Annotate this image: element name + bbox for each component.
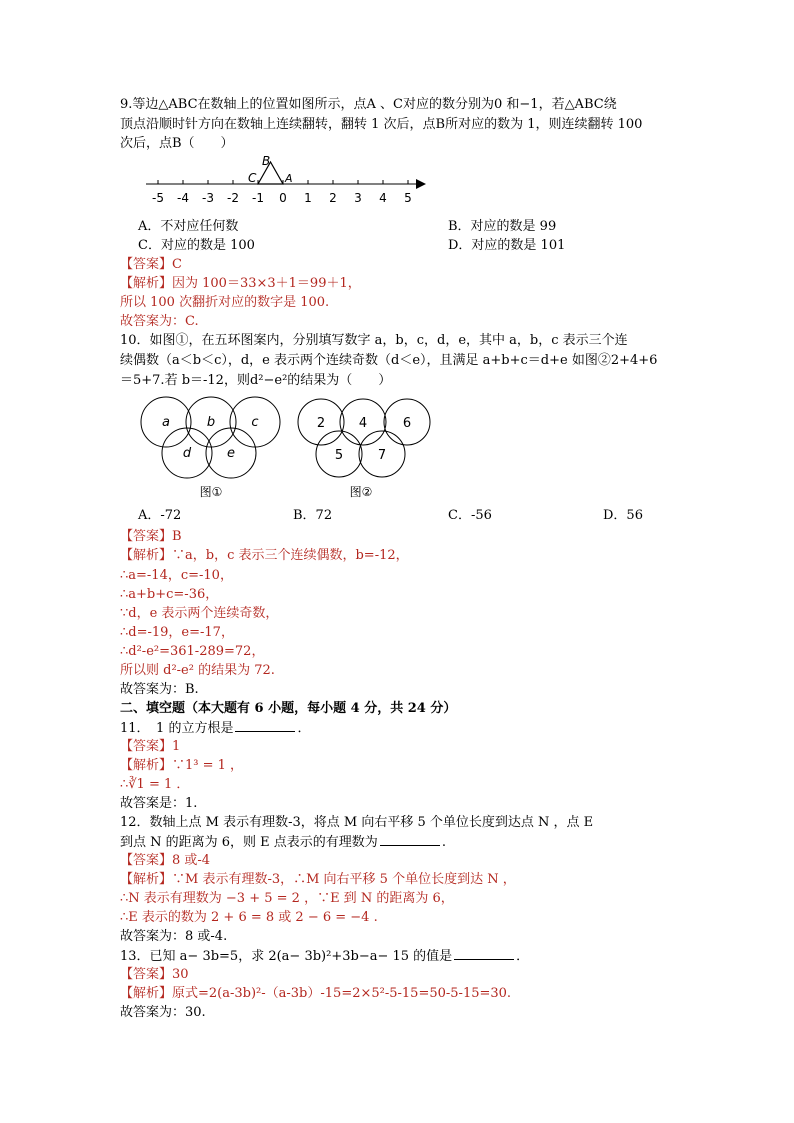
number-line-tick-label: -5 xyxy=(152,191,164,205)
q12-explanation-2: ∴N 表示有理数为 −3 + 5 = 2 ，∵E 到 N 的距离为 6， xyxy=(120,891,454,906)
svg-text:d: d xyxy=(182,446,192,461)
q13-explanation-2: 故答案为：30. xyxy=(120,1005,206,1020)
number-line-tick-label: -1 xyxy=(252,191,264,205)
q10-option-a: A．-72 xyxy=(138,508,182,523)
q11-explanation-1: 【解析】∵1³ = 1 ， xyxy=(120,758,244,773)
q10-explanation-8: 故答案为：B. xyxy=(120,682,199,697)
q9-explanation-1: 【解析】因为 100＝33×3＋1＝99＋1， xyxy=(120,276,361,291)
q10-stem-line1: 10．如图①，在五环图案内，分别填写数字 a，b，c，d，e，其中 a，b，c 表示三个连 xyxy=(120,333,628,348)
section-heading-fill-in: 二、填空题（本大题有 6 小题，每小题 4 分，共 24 分） xyxy=(120,701,457,716)
point-c-label: C xyxy=(248,171,257,185)
q13-answer: 【答案】30 xyxy=(120,967,189,982)
q9-stem-line1: 9.等边△ABC在数轴上的位置如图所示，点A 、C对应的数分别为0 和−1，若△ABC绕 xyxy=(120,97,617,112)
q9-option-b: B．对应的数是 99 xyxy=(448,219,557,234)
number-line-tick-label: 5 xyxy=(404,191,412,205)
svg-text:2: 2 xyxy=(316,416,326,431)
q10-explanation-6: ∴d²-e²=361-289=72， xyxy=(120,644,265,659)
number-line-tick-label: 0 xyxy=(279,191,287,205)
q10-stem-line3: ＝5+7.若 b＝-12，则d²−e²的结果为（ ） xyxy=(120,373,392,388)
q9-explanation-3: 故答案为：C. xyxy=(120,314,199,329)
q10-option-d: D．56 xyxy=(603,508,643,523)
q13-explanation-1: 【解析】原式=2(a-3b)²-（a-3b）-15=2×5²-5-15=50-5-15=30. xyxy=(120,986,512,1001)
q11-answer: 【答案】1 xyxy=(120,739,181,754)
q11-explanation-2: ∴∛1 = 1 ． xyxy=(120,777,190,792)
svg-text:c: c xyxy=(251,415,259,430)
q9-stem-line3: 次后，点B（ ） xyxy=(120,136,234,151)
q10-explanation-2: ∴a=-14，c=-10， xyxy=(120,568,233,583)
q12-explanation-4: 故答案为：8 或-4. xyxy=(120,929,228,944)
q10-figure-1-rings xyxy=(138,396,288,506)
q13-stem: 13．已知 a− 3b=5，求 2(a− 3b)²+3b−a− 15 的值是 ． xyxy=(120,949,530,964)
q10-option-b: B．72 xyxy=(293,508,333,523)
q10-explanation-1: 【解析】∵a，b，c 表示三个连续偶数，b=-12， xyxy=(120,548,409,563)
q11-explanation-3: 故答案是：1. xyxy=(120,796,198,811)
q9-stem-line2: 顶点沿顺时针方向在数轴上连续翻转，翻转 1 次后，点B所对应的数为 1，则连续翻转 100 xyxy=(120,117,643,132)
q12-answer: 【答案】8 或-4 xyxy=(120,853,211,868)
number-line-tick-label: -3 xyxy=(202,191,214,205)
q10-explanation-3: ∴a+b+c=-36， xyxy=(120,587,219,602)
q12-explanation-3: ∴E 表示的数为 2 + 6 = 8 或 2 − 6 = −4 . xyxy=(120,910,378,925)
svg-text:7: 7 xyxy=(377,448,387,463)
point-b-label: B xyxy=(262,154,271,168)
q12-stem-line1: 12．数轴上点 M 表示有理数-3，将点 M 向右平移 5 个单位长度到达点 N ，点 E xyxy=(120,815,594,830)
number-line-tick-label: 1 xyxy=(304,191,312,205)
svg-text:6: 6 xyxy=(402,416,412,431)
number-line-tick-label: -4 xyxy=(177,191,189,205)
number-line-tick-label: 2 xyxy=(329,191,337,205)
q9-number-line-figure xyxy=(140,152,440,212)
q10-explanation-4: ∵d，e 表示两个连续奇数， xyxy=(120,606,279,621)
q10-figure-2-rings xyxy=(296,396,446,506)
q13-answer-blank xyxy=(454,947,514,960)
q11-answer-blank xyxy=(235,719,295,732)
svg-text:e: e xyxy=(227,446,235,461)
number-line-tick-label: 3 xyxy=(354,191,362,205)
svg-text:a: a xyxy=(162,415,170,430)
q11-stem: 11． 1 的立方根是 ． xyxy=(120,721,311,736)
svg-text:图②: 图② xyxy=(349,485,373,499)
q10-stem-line2: 续偶数（a＜b＜c），d，e 表示两个连续奇数（d＜e），且满足 a+b+c＝d+e 如图②2+4+6 xyxy=(120,353,658,368)
q9-explanation-2: 所以 100 次翻折对应的数字是 100. xyxy=(120,295,330,310)
q12-explanation-1: 【解析】∵M 表示有理数-3，∴M 向右平移 5 个单位长度到达 N ， xyxy=(120,872,516,887)
q9-answer: 【答案】C xyxy=(120,257,182,272)
number-line-arrow-icon xyxy=(416,179,426,189)
q9-option-c: C．对应的数是 100 xyxy=(138,238,255,253)
q9-option-d: D．对应的数是 101 xyxy=(448,238,566,253)
q9-option-a: A．不对应任何数 xyxy=(138,219,239,234)
svg-text:4: 4 xyxy=(358,416,368,431)
q12-answer-blank xyxy=(380,833,440,846)
q10-option-c: C．-56 xyxy=(448,508,492,523)
point-a-label: A xyxy=(285,172,293,185)
svg-text:b: b xyxy=(206,415,216,430)
q10-answer: 【答案】B xyxy=(120,529,182,544)
number-line-tick-label: -2 xyxy=(227,191,239,205)
q10-explanation-5: ∴d=-19，e=-17， xyxy=(120,625,234,640)
svg-text:5: 5 xyxy=(334,448,344,463)
q10-explanation-7: 所以则 d²-e² 的结果为 72. xyxy=(120,663,275,678)
svg-text:图①: 图① xyxy=(199,485,223,499)
q12-stem-line2: 到点 N 的距离为 6，则 E 点表示的有理数为 . xyxy=(120,835,446,850)
number-line-tick-label: 4 xyxy=(379,191,387,205)
